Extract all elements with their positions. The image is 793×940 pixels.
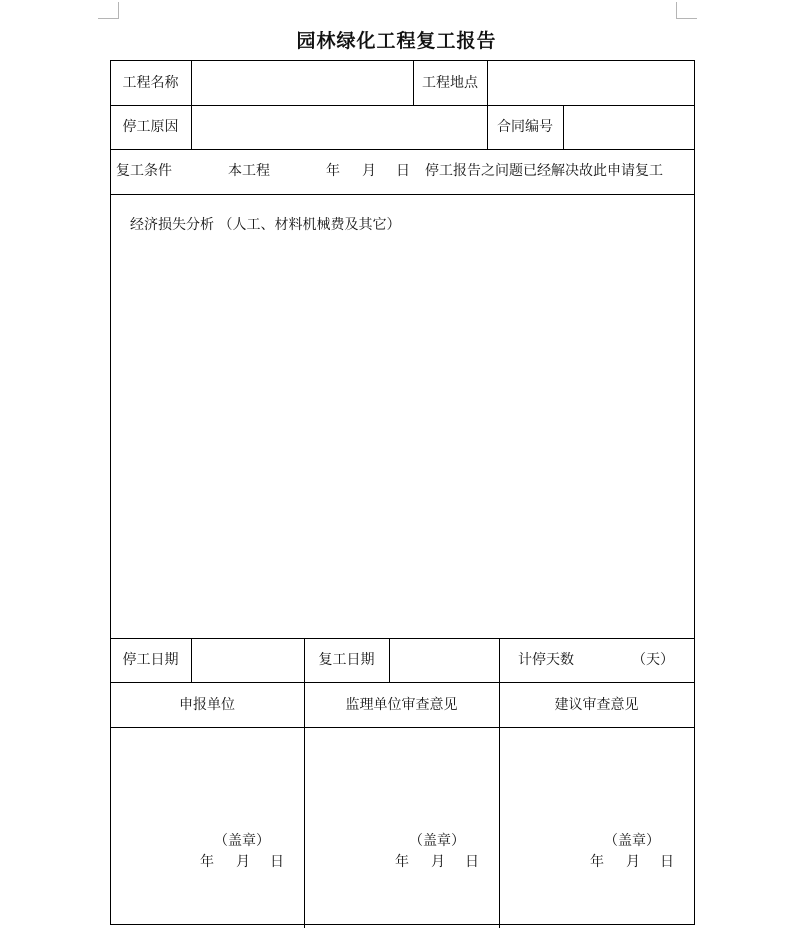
resume-statement: 停工报告之问题已经解决故此申请复工 (425, 163, 663, 179)
economic-loss-label: 经济损失分析 （人工、材料机械费及其它） (130, 217, 401, 233)
supervisor-signature-area[interactable] (305, 728, 499, 924)
project-name-label: 工程名称 (122, 74, 179, 91)
table-border-right (694, 60, 695, 925)
stop-reason-field[interactable] (192, 106, 487, 149)
document-title: 园林绿化工程复工报告 (296, 30, 497, 52)
suggested-review-header: 建议审查意见 (554, 696, 639, 713)
year-text: 年 (326, 163, 340, 179)
seal-text: （盖章） (409, 833, 465, 849)
supervisor-review-header: 监理单位审查意见 (345, 696, 458, 713)
this-project-text: 本工程 (228, 163, 270, 179)
site-field[interactable] (488, 61, 694, 105)
contract-number-field[interactable] (564, 106, 694, 149)
applicant-unit-header: 申报单位 (179, 696, 235, 713)
sign-year: 年 (590, 854, 604, 870)
sign-day: 日 (270, 854, 284, 870)
sign-month: 月 (626, 854, 640, 870)
table-border-bottom (110, 924, 695, 925)
stop-days-label: 计停天数 (518, 652, 574, 668)
resume-date-label: 复工日期 (318, 652, 375, 668)
day-text: 日 (396, 163, 410, 179)
stop-reason-label: 停工原因 (122, 119, 179, 135)
stop-date-label: 停工日期 (122, 652, 179, 668)
seal-text: （盖章） (604, 833, 660, 849)
suggested-signature-area[interactable] (500, 728, 694, 924)
stop-date-field[interactable] (192, 639, 304, 682)
sign-month: 月 (236, 854, 250, 870)
applicant-signature-area[interactable] (111, 728, 304, 924)
sign-day: 日 (660, 854, 674, 870)
seal-text: （盖章） (214, 833, 270, 849)
sign-month: 月 (431, 854, 445, 870)
contract-number-label: 合同编号 (497, 119, 553, 135)
stop-days-unit: （天） (632, 652, 674, 668)
resume-condition-label: 复工条件 (116, 163, 172, 179)
crop-mark-top-right (676, 2, 697, 19)
sign-year: 年 (200, 854, 214, 870)
resume-date-field[interactable] (390, 639, 499, 682)
sign-day: 日 (465, 854, 479, 870)
row-divider (110, 149, 695, 150)
sign-year: 年 (395, 854, 409, 870)
month-text: 月 (362, 163, 376, 179)
crop-mark-top-left (98, 2, 119, 19)
project-name-field[interactable] (192, 61, 413, 105)
economic-loss-area[interactable] (111, 240, 694, 638)
site-label: 工程地点 (422, 74, 478, 91)
row-divider (110, 194, 695, 195)
